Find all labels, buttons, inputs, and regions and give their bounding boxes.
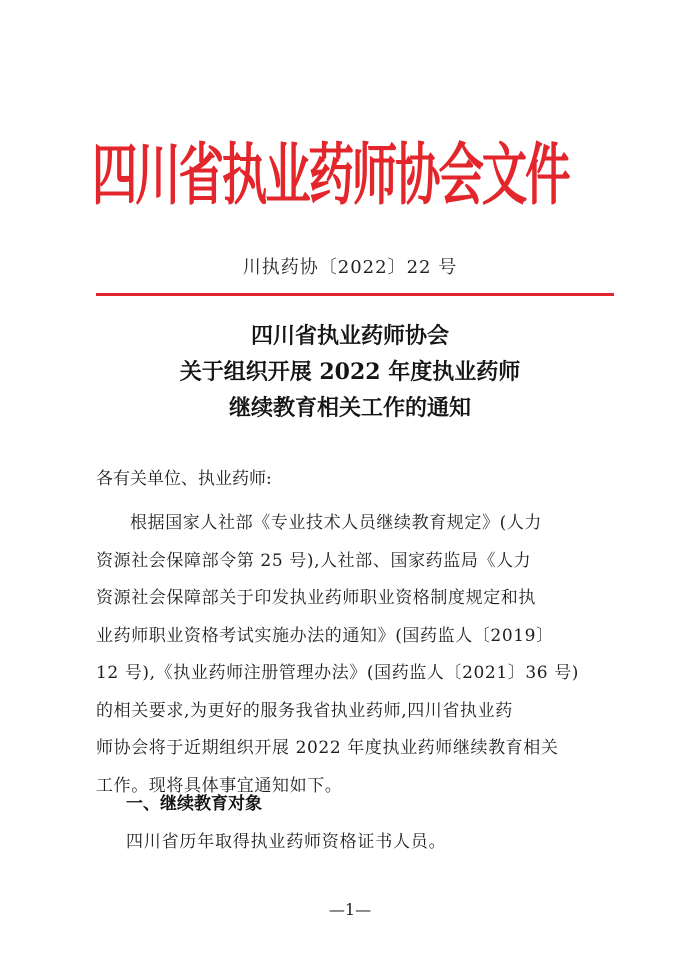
- notice-title: [0, 318, 700, 426]
- section-heading-continuing-education-target: 一、继续教育对象: [126, 794, 262, 814]
- notice-title-line-2: 关于组织开展 2022 年度执业药师: [179, 359, 521, 385]
- body-paragraph: [96, 505, 614, 805]
- body-line-5: 12 号),《执业药师注册管理办法》(国药监人〔2021〕36 号): [96, 663, 580, 683]
- body-line-7: 师协会将于近期组织开展 2022 年度执业药师继续教育相关: [96, 738, 559, 758]
- organization-document-title: 四川省执业药师协会文件: [92, 136, 569, 215]
- body-line-2: 资源社会保障部令第 25 号),人社部、国家药监局《人力: [96, 550, 532, 571]
- page-number: —1—: [328, 900, 372, 919]
- salutation: 各有关单位、执业药师:: [96, 469, 272, 489]
- body-line-8: 工作。现将具体事宜通知如下。: [96, 775, 343, 796]
- red-divider-line: [96, 293, 614, 296]
- section-body-text: 四川省历年取得执业药师资格证书人员。: [126, 832, 447, 852]
- notice-title-line-1: 四川省执业药师协会: [250, 323, 449, 349]
- body-line-1: 根据国家人社部《专业技术人员继续教育规定》(人力: [130, 513, 543, 533]
- body-line-6: 的相关要求,为更好的服务我省执业药师,四川省执业药: [96, 700, 513, 721]
- notice-title-line-3: 继续教育相关工作的通知: [228, 395, 471, 421]
- document-number: 川执药协〔2022〕22 号: [242, 257, 458, 278]
- body-line-4: 业药师职业资格考试实施办法的通知》(国药监人〔2019〕: [96, 625, 554, 646]
- body-line-3: 资源社会保障部关于印发执业药师职业资格制度规定和执: [96, 588, 536, 608]
